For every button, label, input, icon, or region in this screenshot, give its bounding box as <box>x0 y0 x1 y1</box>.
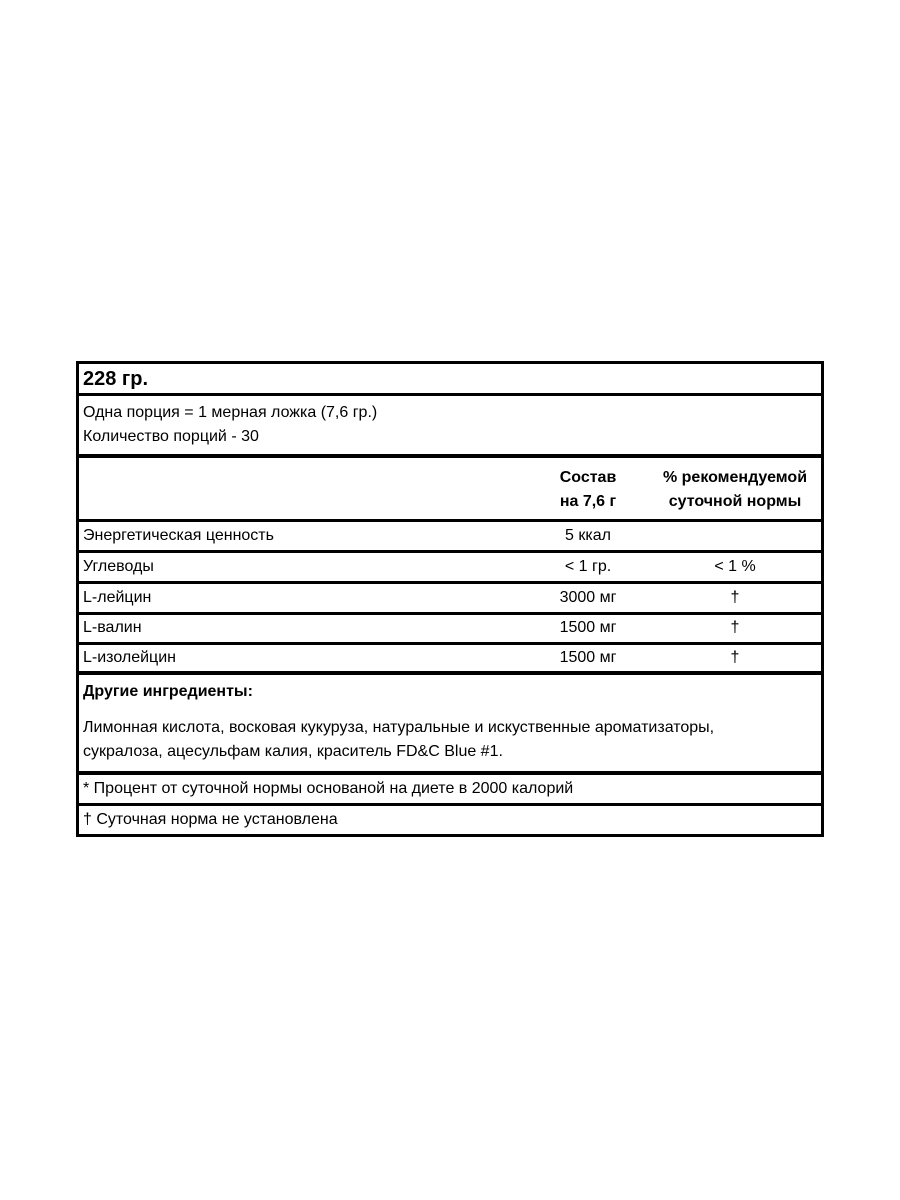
nutrient-daily-value: † <box>730 589 740 606</box>
table-row <box>79 644 821 675</box>
nutrient-amount: 1500 мг <box>559 649 617 666</box>
nutrient-amount: 3000 мг <box>559 589 617 606</box>
table-row <box>79 553 821 584</box>
nutrient-daily-value: † <box>730 619 740 636</box>
nutrient-name: Углеводы <box>83 558 154 575</box>
other-ingredients-line-1: Лимонная кислота, восковая кукуруза, натуральные и искуственные ароматизаторы, <box>83 719 715 736</box>
nutrient-daily-value: < 1 % <box>714 558 756 575</box>
table-row <box>79 522 821 553</box>
servings-count-text: Количество порций - 30 <box>83 428 259 445</box>
nutrient-amount: < 1 гр. <box>564 558 612 575</box>
daily-value-footnote: * Процент от суточной нормы основаной на диете в 2000 калорий <box>79 775 821 806</box>
other-ingredients-text <box>83 716 818 764</box>
daily-value-column-header <box>649 466 821 514</box>
nutrient-name: L-изолейцин <box>83 649 176 666</box>
package-weight-title: 228 гр. <box>79 364 821 396</box>
nutrient-amount: 5 ккал <box>565 527 611 544</box>
other-ingredients-section <box>79 675 821 775</box>
nutrient-name: L-лейцин <box>83 589 152 606</box>
amount-column-header <box>532 466 644 514</box>
serving-size-text: Одна порция = 1 мерная ложка (7,6 гр.) <box>83 404 378 421</box>
table-row <box>79 584 821 615</box>
dv-header-line-2: суточной нормы <box>668 493 802 510</box>
table-row <box>79 614 821 645</box>
nutrient-amount: 1500 мг <box>559 619 617 636</box>
dagger-footnote: † Суточная норма не установлена <box>83 811 338 828</box>
other-ingredients-line-2: сукралоза, ацесульфам калия, краситель FD&C Blue #1. <box>83 743 503 760</box>
amount-header-line-2: на 7,6 г <box>559 493 617 510</box>
other-ingredients-heading: Другие ингредиенты: <box>83 683 253 700</box>
table-header <box>79 458 821 522</box>
nutrient-name: Энергетическая ценность <box>83 527 274 544</box>
serving-info <box>79 396 821 458</box>
dv-header-line-1: % рекомендуемой <box>662 469 808 486</box>
nutrition-facts-panel <box>76 361 824 837</box>
nutrient-daily-value: † <box>730 649 740 666</box>
nutrient-name: L-валин <box>83 619 142 636</box>
amount-header-line-1: Состав <box>559 469 617 486</box>
